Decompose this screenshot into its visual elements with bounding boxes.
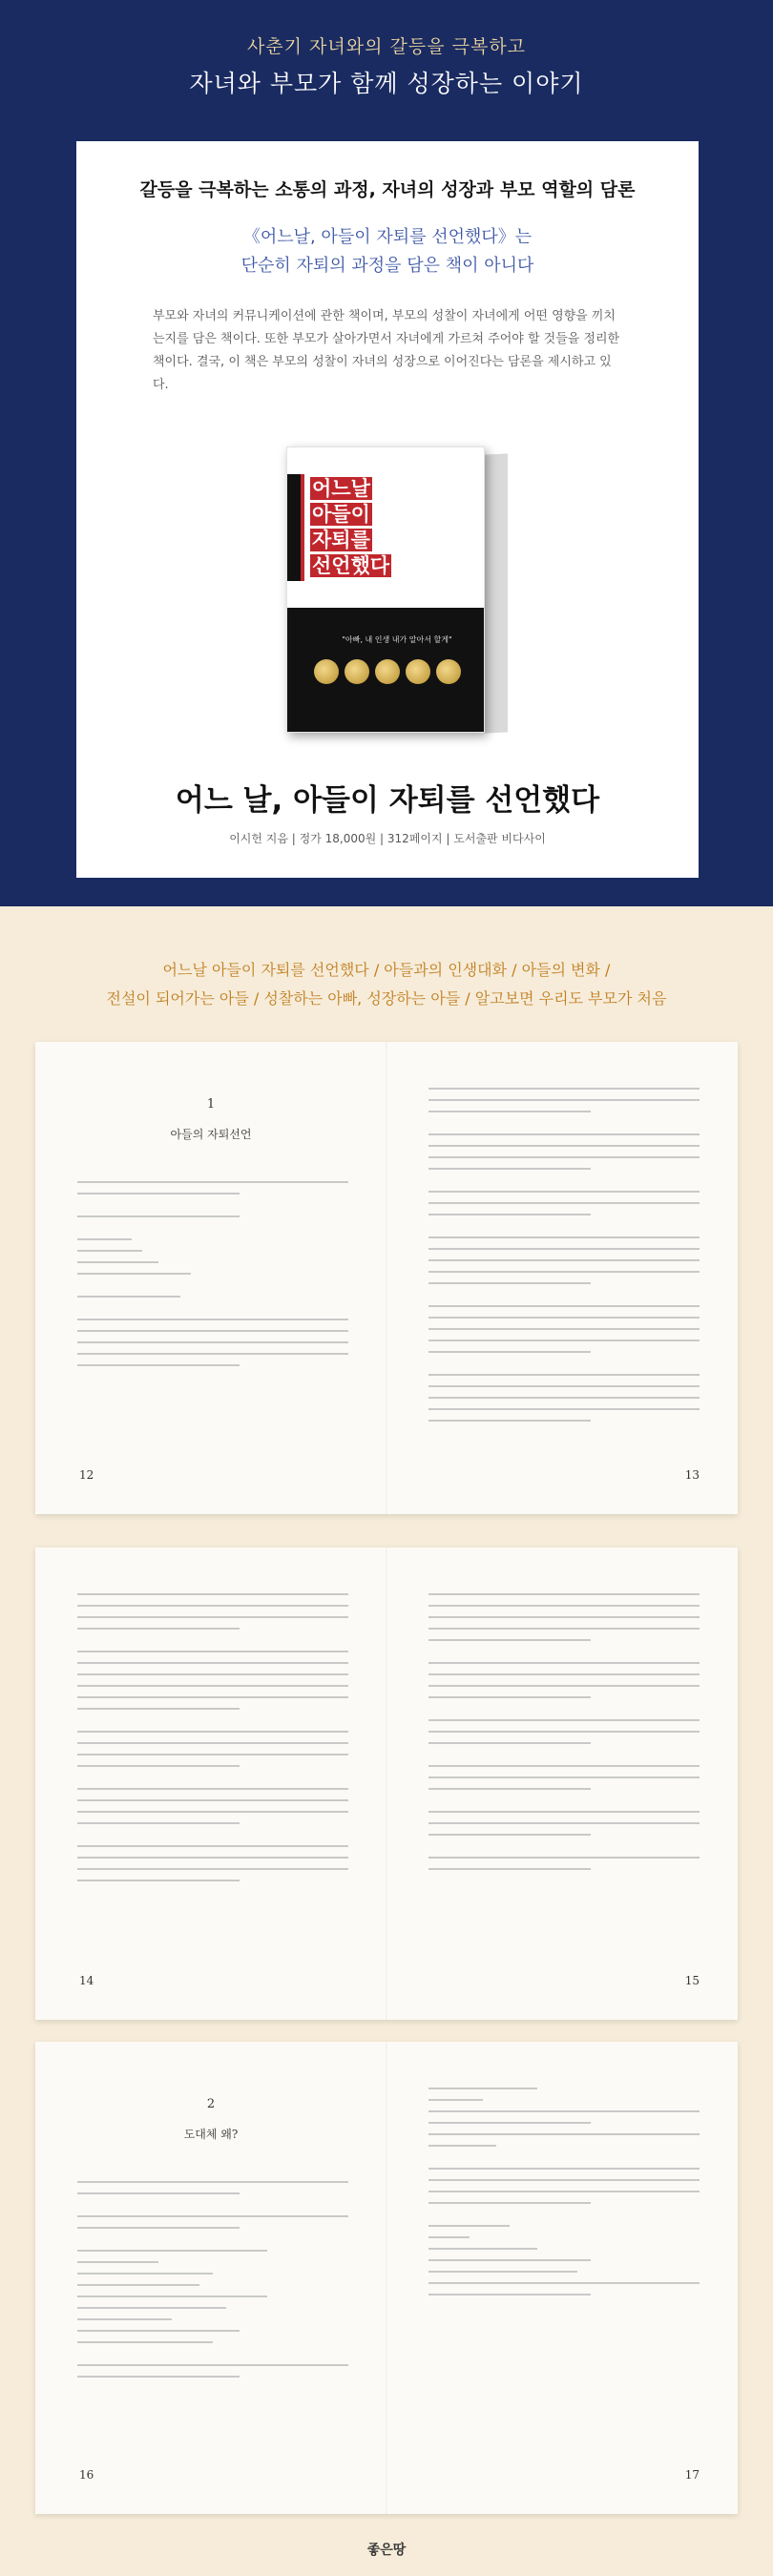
book-spine [483, 453, 508, 733]
award-medal-icon [375, 659, 400, 684]
chapter-title: 아들의 자퇴선언 [170, 1128, 252, 1141]
page-right [386, 1548, 738, 2020]
chapter-number: 1 [206, 1097, 216, 1111]
book-cover-quote: "아빠, 내 인생 내가 알아서 할게" [342, 635, 452, 644]
book-front [286, 447, 485, 733]
card-heading: 갈등을 극복하는 소통의 과정, 자녀의 성장과 부모 역할의 담론 [139, 179, 636, 200]
card-subtitle-1: 《어느날, 아들이 자퇴를 선언했다》는 [242, 227, 533, 247]
card-subtitle-2: 단순히 자퇴의 과정을 담은 책이 아니다 [240, 256, 534, 276]
contents-line-1: 어느날 아들이 자퇴를 선언했다 / 아들과의 인생대화 / 아들의 변화 / [162, 961, 611, 979]
page-text-block [428, 2088, 700, 2305]
book-title: 어느 날, 아들이 자퇴를 선언했다 [175, 783, 600, 818]
chapter-number: 2 [206, 2097, 216, 2111]
card-description: 부모와 자녀의 커뮤니케이션에 관한 책이며, 부모의 성찰이 자녀에게 어떤 영향을 끼치는지를 담은 책이다. 또한 부모가 살아가면서 자녀에게 가르쳐 주어야 할 것들을 정리한 책이다. 결국, 이 책은 부모의 성찰이 자녀의 성장으로 이어진다는 담론을 제시하고 있다. [153, 309, 620, 392]
page-text-block [77, 1593, 348, 1891]
book-spread-2 [35, 1548, 738, 2020]
book-spread-3 [35, 2042, 738, 2514]
page-text-block [428, 1088, 700, 1431]
page-left [35, 2042, 386, 2514]
award-medal-icon [314, 659, 339, 684]
page-right [386, 1042, 738, 1514]
page-left [35, 1042, 386, 1514]
contents-line-2: 전설이 되어가는 아들 / 성찰하는 아빠, 성장하는 아들 / 알고보면 우리도 부모가 처음 [106, 989, 667, 1008]
award-medal-icon [406, 659, 430, 684]
book-cover-title: 어느날 아들이 자퇴를 선언했다 [312, 477, 390, 577]
page-text-block [77, 2181, 348, 2387]
intro-card [76, 141, 699, 878]
hero-section [0, 0, 773, 906]
chapter-title: 도대체 왜? [183, 2128, 239, 2141]
page-right [386, 2042, 738, 2514]
book-cover-image [286, 447, 496, 733]
page-number: 16 [79, 2468, 94, 2482]
award-medal-icon [345, 659, 369, 684]
hero-tagline: 사춘기 자녀와의 갈등을 극복하고 [246, 36, 527, 57]
award-medal-icon [436, 659, 461, 684]
hero-headline: 자녀와 부모가 함께 성장하는 이야기 [189, 70, 584, 97]
page-text-block [77, 1181, 348, 1376]
page-number: 17 [684, 2468, 700, 2482]
page-number: 14 [79, 1974, 94, 1987]
book-spread-1 [35, 1042, 738, 1514]
page-number: 13 [684, 1468, 700, 1482]
publisher-logo: 좋은땅 [366, 2543, 407, 2558]
page-number: 15 [684, 1974, 700, 1987]
page-left [35, 1548, 386, 2020]
page-number: 12 [79, 1468, 94, 1482]
book-meta: 이시헌 지음 | 정가 18,000원 | 312페이지 | 도서출판 비다사이 [229, 832, 546, 845]
page-text-block [428, 1593, 700, 1880]
